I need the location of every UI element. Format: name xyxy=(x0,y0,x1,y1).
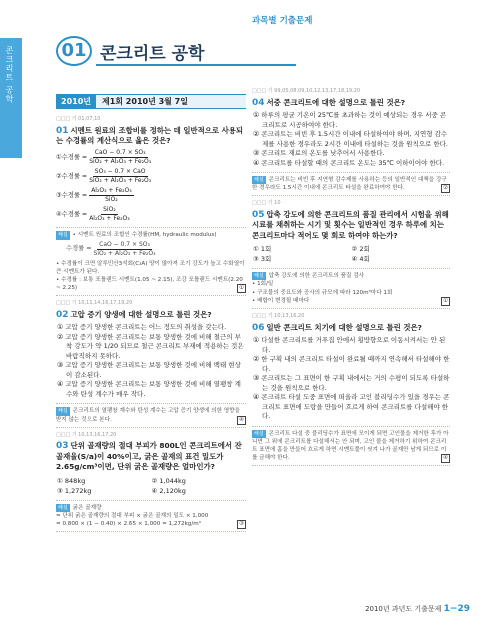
option-marker: ③ xyxy=(253,374,260,383)
chapter-heading xyxy=(56,34,246,70)
option-marker: ③ xyxy=(253,255,259,264)
explanation xyxy=(252,426,450,467)
explanation-label: 해설 xyxy=(254,177,264,183)
answer-badge: ③ xyxy=(238,521,244,528)
option-marker: ④ xyxy=(57,380,64,389)
option-2[interactable] xyxy=(252,130,450,149)
option-marker: ④ xyxy=(151,486,158,495)
right-column xyxy=(252,84,450,469)
exam-name: 제1회 2010년 3월 7일 xyxy=(102,97,188,106)
option-4[interactable] xyxy=(252,393,450,422)
option-3[interactable] xyxy=(56,361,246,380)
option-3[interactable] xyxy=(252,374,450,393)
chapter-side-tab xyxy=(0,38,22,158)
option-2[interactable] xyxy=(352,244,451,254)
option-text: 하루의 평균 기온이 25℃를 초과하는 것이 예상되는 경우 서중 콘크리트로 시공하여야 한다. xyxy=(261,111,447,129)
explanation xyxy=(56,403,246,427)
question-number: 05 xyxy=(252,210,265,220)
question-text xyxy=(56,310,246,320)
option-1[interactable] xyxy=(252,336,450,355)
option-1[interactable] xyxy=(56,323,246,333)
option-marker: ② xyxy=(351,245,358,254)
explanation-label: 해설 xyxy=(254,430,264,437)
option-marker: ① xyxy=(253,245,259,254)
question-source: □□□ 기 10,13,16,20 xyxy=(252,313,305,320)
question-stem: 시멘트 원료의 조합비를 정하는 데 일반적으로 사용되는 수경률의 계산식으로 옳은 것은? xyxy=(56,125,244,145)
question-text xyxy=(252,98,450,108)
option-2[interactable] xyxy=(56,168,246,185)
option-lhs: 수경률 = xyxy=(61,192,88,200)
option-text: 2,120kg xyxy=(159,486,186,495)
denominator: SiO₂ + Al₂O₃ + Fe₂O₃ xyxy=(89,177,152,185)
question-04 xyxy=(252,87,450,196)
numerator: CaO − 0.7 × SO₃ xyxy=(99,240,150,248)
option-1[interactable] xyxy=(253,244,352,254)
section-tag: 과목별 기출문제 xyxy=(252,16,313,26)
explanation-label: 해설 xyxy=(254,273,264,280)
option-marker: ② xyxy=(56,173,62,181)
option-text: 1,272kg xyxy=(64,486,92,495)
denominator: Al₂O₃ + Fe₂O₃ xyxy=(89,215,130,223)
explanation-line: = 단위 굵은 골재량의 절대 부피 × 굵은 골재의 밀도 × 1,000 xyxy=(56,512,209,519)
option-4[interactable] xyxy=(152,486,247,496)
formula-lhs: 수경률 = xyxy=(66,245,92,252)
chapter-title: 콘크리트 공학 xyxy=(100,44,205,64)
question-text xyxy=(252,323,450,333)
option-marker: ④ xyxy=(253,393,260,402)
option-text: 1,044kg xyxy=(159,476,186,485)
option-lhs: 수경률 = xyxy=(61,211,88,219)
question-number: 01 xyxy=(56,125,69,136)
question-source: □□□ 기 10 xyxy=(252,200,281,207)
option-text: 고압 증기 양생한 콘크리트는 보통 양생한 것에 비해 백태 현상이 감소된다. xyxy=(65,361,241,379)
option-marker: ② xyxy=(57,332,64,341)
answer-badge: ① xyxy=(238,285,244,292)
option-lhs: 수경률 = xyxy=(61,154,88,162)
option-text: 1회 xyxy=(260,245,272,254)
option-4[interactable] xyxy=(56,206,246,223)
options-grid xyxy=(56,476,246,496)
option-text: 콘크리트 타설 도중 표면에 떠올라 고인 블리딩수가 있을 경우는 콘크리트 표면에 도랑을 만들어 흐르게 하여 콘크리트를 다설해야 한다. xyxy=(261,393,450,421)
question-number: 04 xyxy=(252,97,265,108)
option-4[interactable] xyxy=(352,254,451,264)
option-marker: ④ xyxy=(56,211,62,219)
denominator: SiO₂ + Al₂O₃ + Fe₂O₃ xyxy=(89,158,152,166)
page-number: 1−29 xyxy=(443,604,470,614)
question-text xyxy=(56,126,246,147)
question-06 xyxy=(252,312,450,466)
numerator: CaO − 0.7 × SO₃ xyxy=(94,149,146,157)
option-text: 848kg xyxy=(64,476,86,485)
option-text: 2회 xyxy=(359,245,370,254)
option-text: 한 구획 내의 콘크리트 타설이 완료될 때까지 연속해서 타설해야 한다. xyxy=(261,355,450,373)
option-text: 고압 증기 양생한 콘크리트는 어느 정도의 취성을 갖는다. xyxy=(65,323,227,332)
fraction xyxy=(94,241,156,258)
answer-badge: ④ xyxy=(238,416,244,423)
options-grid xyxy=(252,244,450,264)
explanation-label: 해설 xyxy=(58,504,68,511)
question-03 xyxy=(56,431,246,532)
option-4[interactable] xyxy=(56,380,246,399)
question-number: 03 xyxy=(56,441,69,452)
option-text: 콘크리트 재료의 온도를 낮추어서 사용한다. xyxy=(261,149,385,157)
question-source: □□□ 기 99,05,08,09,10,12,13,17,18,19,20 xyxy=(252,88,361,94)
option-lhs: 수경률 = xyxy=(61,173,88,181)
explanation-line: 굵은 골재량 xyxy=(72,504,102,511)
numerator: SO₃ − 0.7 × CaO xyxy=(94,168,146,176)
fraction xyxy=(89,206,130,223)
option-1[interactable] xyxy=(56,149,246,166)
option-marker: ① xyxy=(253,336,260,345)
option-1[interactable] xyxy=(252,111,450,130)
question-stem: 일반 콘크리트 치기에 대한 설명으로 틀린 것은? xyxy=(266,322,422,332)
option-text: 콘크리트는 그 표면이 한 구획 내에서는 거의 수평이 되도록 타설하는 것을 원칙으로 한다. xyxy=(261,374,450,392)
option-marker: ① xyxy=(253,111,260,119)
option-1[interactable] xyxy=(57,476,152,486)
exam-header xyxy=(56,94,246,109)
option-marker: ③ xyxy=(57,361,64,370)
left-column xyxy=(56,94,246,535)
question-01 xyxy=(56,115,246,296)
option-marker: ③ xyxy=(253,149,260,157)
option-marker: ② xyxy=(253,355,260,364)
explanation xyxy=(252,172,450,196)
option-marker: ① xyxy=(57,323,64,332)
explanation-line: • 배합이 변경될 때마다 xyxy=(252,297,310,304)
explanation-line: 콘크리트의 열팽창 계수와 탄성 계수는 고압 증기 양생에 의한 영향을 받지 않는 것으로 본다. xyxy=(56,408,240,423)
explanation-label: 해설 xyxy=(58,408,68,415)
option-2[interactable] xyxy=(152,476,247,486)
question-02 xyxy=(56,299,246,427)
explanation-line: • 수경률이 크면 알루민산3석회(C₃A) 양이 많아져 조기 강도가 높고 수화열이 큰 시멘트가 된다. xyxy=(56,260,245,275)
question-text xyxy=(252,210,450,241)
option-text: 고압 증기 양생한 콘크리트는 보통 양생한 것에 비해 철근의 부착 강도가 약 1/20 되므로 철근 콘크리트 부재에 적용하는 것은 바람직하지 못하다. xyxy=(65,332,244,360)
answer-badge: ④ xyxy=(442,455,448,462)
explanation-line: 콘크리트는 비빈 후 지연형 감수제를 사용하는 등의 일반적인 대책을 강구한 경우라도 1.5시간 이내에 콘크리트 타설을 완료하여야 한다. xyxy=(252,177,447,192)
side-tab-text: 콘크리트 공학 xyxy=(5,46,14,104)
answer-badge: ② xyxy=(442,185,448,192)
fraction xyxy=(89,168,151,185)
option-text: 다설한 콘크리트를 거푸집 안에서 횡방향으로 이동시켜서는 안 된다. xyxy=(261,336,446,354)
option-marker: ④ xyxy=(351,255,358,264)
denominator: SiO₂ xyxy=(105,196,118,204)
footer-text: 2010년 과년도 기출문제 xyxy=(365,605,442,613)
chapter-underline xyxy=(96,64,296,66)
option-marker: ① xyxy=(56,154,62,162)
question-source: □□□ 기 10,11,14,16,17,19,20 xyxy=(56,300,133,307)
answer-badge: ① xyxy=(442,298,448,305)
numerator: Al₂O₃ + Fe₂O₃ xyxy=(91,187,132,195)
option-marker: ① xyxy=(57,476,63,485)
question-stem: 단위 골재량의 절대 부피가 800L인 콘크리트에서 잔 골재율(S/a)이 40%이고, 굵은 골재의 표건 밀도가 2.65g/cm³이면, 단위 굵은 골재량은 얼마인가? xyxy=(56,441,242,472)
option-text: 콘크리트를 타설할 때의 콘크리트 온도는 35℃ 이하이어야 한다. xyxy=(261,158,445,167)
explanation xyxy=(56,500,246,533)
option-marker: ② xyxy=(151,476,158,485)
chapter-number: 01 xyxy=(56,36,92,66)
explanation-line: 콘크리트 다설 중 블리딩수가 표면에 모이게 되면 고인물을 제거한 후가 아니면 그 위에 콘크리트를 다설해서는 안 되며, 고인 물을 제거하기 위하여 콘크리트 표면에 홈을 만들어 흐르게 하면 시멘트풀이 씻겨 나가 골재만 남게 되므로 이를 금해야 한다. xyxy=(252,430,449,462)
question-05 xyxy=(252,199,450,309)
question-source: □□□ 기 01,07,10 xyxy=(56,116,101,122)
option-marker: ③ xyxy=(56,192,62,200)
option-3[interactable] xyxy=(252,149,450,159)
fraction xyxy=(89,187,134,204)
option-2[interactable] xyxy=(252,355,450,374)
option-2[interactable] xyxy=(56,333,246,362)
option-3[interactable] xyxy=(253,254,352,264)
denominator: SiO₂ + Al₂O₃ + Fe₂O₃ xyxy=(93,249,156,257)
option-text: 3회 xyxy=(260,255,272,264)
question-stem: 압축 강도에 의한 콘크리트의 품질 관리에서 시험을 위해 시료를 채취하는 시기 및 횟수는 일반적인 경우 하루에 치는 콘크리트마다 적어도 몇 회로 하여야 하는가? xyxy=(252,210,449,240)
option-3[interactable] xyxy=(57,486,152,496)
option-text: 4회 xyxy=(359,255,370,264)
explanation-line: • 수경률 : 보통 포틀랜드 시멘트(1.05 ~ 2.15), 조강 포틀랜드 시멘트(2.20 ~ 2.25) xyxy=(56,277,243,292)
question-number: 02 xyxy=(56,310,69,321)
question-text xyxy=(56,441,246,472)
fraction xyxy=(89,149,151,166)
exam-year: 2010년 xyxy=(56,95,96,108)
explanation-formula xyxy=(66,241,246,258)
explanation-line: 압축 강도에 의한 콘크리트의 품질 검사 xyxy=(268,273,365,280)
question-number: 06 xyxy=(252,322,265,333)
option-text: 고압 증기 양생한 콘크리트는 보통 양생한 것에 비해 열팽창 계수와 탄성 계수가 매우 작다. xyxy=(65,380,241,398)
option-4[interactable] xyxy=(252,159,450,169)
explanation xyxy=(56,227,246,296)
explanation-line: • 1회/일 xyxy=(252,281,274,288)
option-marker: ② xyxy=(253,130,260,138)
explanation-line: = 0.800 × (1 − 0.40) × 2.65 × 1,000 = 1,272kg/m³ xyxy=(56,521,201,528)
question-source: □□□ 기 10,13,16,17,20 xyxy=(56,431,117,438)
page-footer xyxy=(365,604,470,614)
option-3[interactable] xyxy=(56,187,246,204)
question-stem: 서중 콘크리트에 대한 설명으로 틀린 것은? xyxy=(266,97,406,107)
numerator: SiO₂ xyxy=(103,206,116,214)
explanation-line: • 구조물의 중요도와 공사의 규모에 따라 120m³마다 1회 xyxy=(252,289,393,296)
explanation xyxy=(252,268,450,309)
explanation-line: • 시멘트 원료의 조합인 수경률(HM, hydraulic modulus) xyxy=(72,232,217,239)
option-marker: ③ xyxy=(57,486,63,495)
question-stem: 고압 증기 양생에 대한 설명으로 틀린 것은? xyxy=(70,310,212,320)
option-marker: ④ xyxy=(253,158,260,167)
explanation-label: 해설 xyxy=(58,232,68,239)
option-text: 콘크리트는 비빈 후 1.5시간 이내에 타설하여야 하며, 지연형 감수제를 사용한 경우라도 2시간 이내에 타설하는 것을 원칙으로 한다. xyxy=(261,130,448,148)
